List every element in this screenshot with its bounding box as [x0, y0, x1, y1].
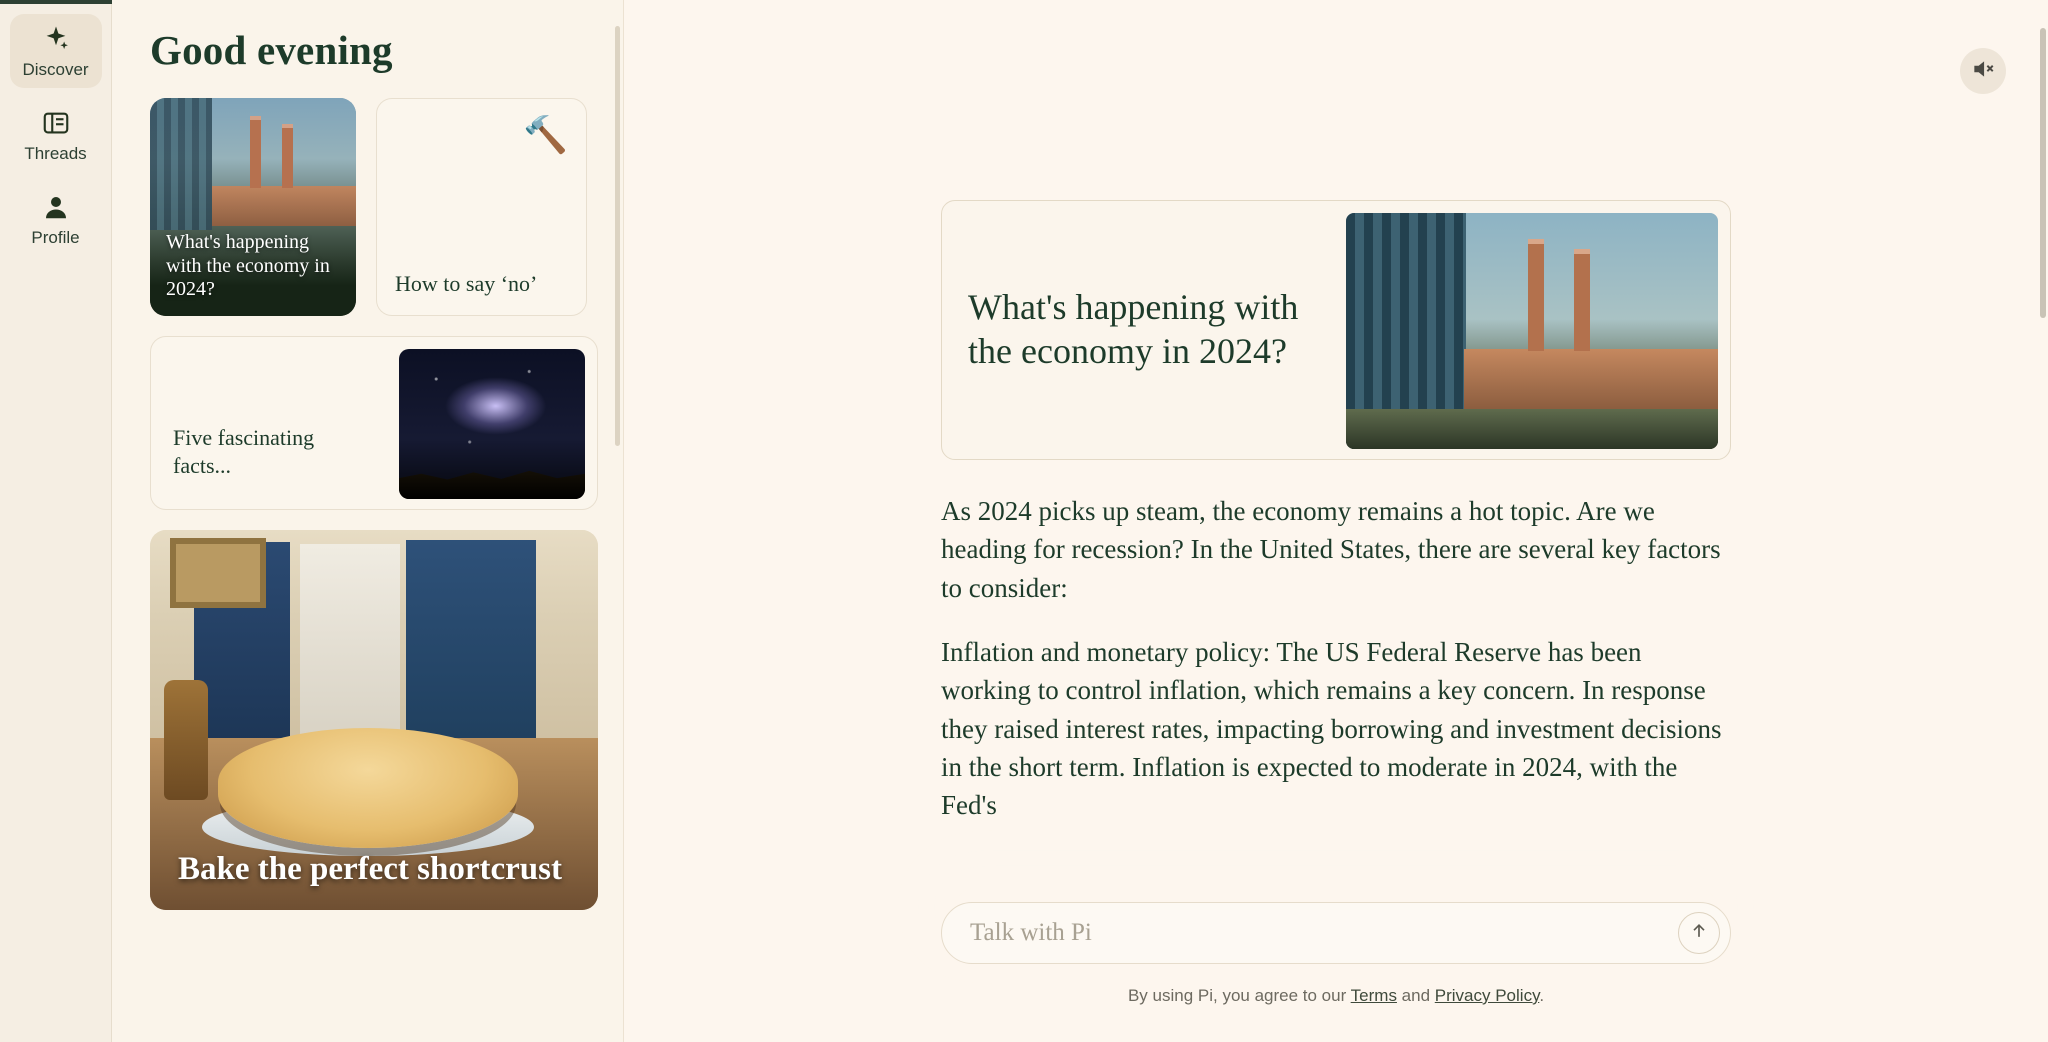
person-icon — [41, 192, 71, 222]
card-art-smokestack — [282, 124, 293, 188]
sidebar-item-profile[interactable] — [10, 182, 102, 256]
legal-prefix: By using Pi, you agree to our — [1127, 986, 1351, 1005]
discover-card-facts[interactable] — [150, 336, 598, 510]
topic-image — [1346, 213, 1718, 449]
discover-panel — [112, 0, 624, 1042]
chat-panel — [624, 0, 2048, 1042]
discover-card-title: Five fascinating facts... — [173, 425, 315, 478]
arrow-up-icon — [1689, 921, 1709, 946]
discover-card-title: Bake the perfect shortcrust — [178, 850, 562, 887]
legal-suffix: . — [1539, 986, 1545, 1005]
hammer-icon: 🔨 — [523, 114, 568, 155]
legal-disclaimer — [1128, 986, 1544, 1006]
discover-cards-row — [150, 98, 587, 316]
legal-middle: and — [1396, 986, 1435, 1005]
chat-scrollbar[interactable] — [2040, 28, 2046, 318]
discover-card-title: How to say ‘no’ — [395, 271, 538, 296]
conversation-body — [941, 200, 1731, 825]
topic-header-card[interactable] — [941, 200, 1731, 460]
sidebar-item-label: Profile — [31, 228, 80, 247]
mute-toggle-button[interactable] — [1960, 48, 2006, 94]
discover-card-title: What's happening with the economy in 2024? — [166, 231, 330, 301]
discover-scrollbar[interactable] — [615, 26, 620, 446]
sidebar-item-discover[interactable] — [10, 14, 102, 88]
send-button[interactable] — [1678, 912, 1720, 954]
sidebar-item-threads[interactable] — [10, 98, 102, 172]
page-title: Good evening — [150, 27, 393, 73]
discover-card-shortcrust[interactable] — [150, 530, 598, 910]
sparkle-icon — [41, 24, 71, 54]
card-art-smokestack — [250, 116, 261, 188]
composer-area — [941, 902, 1731, 964]
composer[interactable] — [941, 902, 1731, 964]
threads-icon — [41, 108, 71, 138]
message-paragraph: As 2024 picks up steam, the economy remains a hot topic. Are we heading for recession? In the United States, there are several key factors to consider: — [941, 496, 1721, 603]
privacy-policy-link[interactable]: Privacy Policy — [1434, 986, 1540, 1005]
speaker-muted-icon — [1970, 56, 1996, 87]
card-art-glass-facade — [150, 98, 212, 230]
terms-link[interactable]: Terms — [1350, 986, 1397, 1005]
sidebar-item-label: Threads — [24, 144, 87, 163]
card-art-factory — [212, 186, 356, 226]
galaxy-image — [399, 349, 585, 499]
message-input[interactable] — [970, 919, 1678, 947]
sidebar-item-label: Discover — [22, 60, 89, 79]
discover-card-say-no[interactable] — [376, 98, 587, 316]
discover-card-economy[interactable] — [150, 98, 356, 316]
primary-nav-rail — [0, 0, 112, 1042]
message-paragraph: Inflation and monetary policy: The US Federal Reserve has been working to control inflation, which remains a key concern. In response they raised interest rates, impacting borrowing and investment decisions in the short term. Inflation is expected to moderate in 2024, with the Fed's — [941, 636, 1722, 821]
topic-title: What's happening with the economy in 2024? — [968, 287, 1299, 371]
